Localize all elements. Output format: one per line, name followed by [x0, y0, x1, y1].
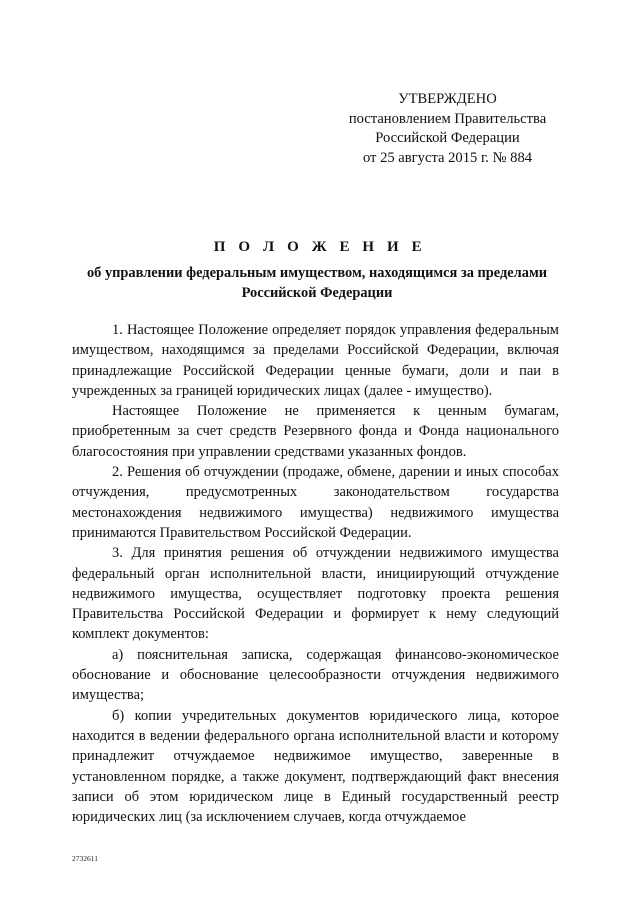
document-title: П О Л О Ж Е Н И Е	[213, 239, 427, 255]
approval-heading: УТВЕРЖДЕНО	[398, 91, 497, 107]
document-subtitle: об управлении федеральным имуществом, находящимся за пределами Российской Федерации	[86, 265, 548, 301]
approval-block	[335, 90, 560, 168]
paragraph-1: 1. Настоящее Положение определяет порядок управления федеральным имуществом, находящимся за пределами Российской Федерации, включая принадлежащие Российской Федерации ценные бумаги, доли и паи в учрежденных за границей юридических лицах (далее - имущество).	[72, 322, 559, 399]
approval-line-2: Российской Федерации	[375, 130, 520, 146]
paragraph-3a: а) пояснительная записка, содержащая финансово-экономическое обоснование и обоснование целесообразности отчуждения недвижимого имущества;	[72, 646, 559, 704]
paragraph-3b: б) копии учредительных документов юридического лица, которое находится в ведении федерального органа исполнительной власти и которому принадлежит отчуждаемое недвижимое имущество, заверенные в установленном порядке, а также документ, подтверждающий факт внесения записи об этом юридическом лице в Единый государственный реестр юридических лиц (за исключением случаев, когда отчуждаемое	[72, 707, 559, 826]
paragraph-3: 3. Для принятия решения об отчуждении недвижимого имущества федеральный орган исполнительной власти, инициирующий отчуждение недвижимого имущества, осуществляет подготовку проекта решения Правительства Российской Федерации и формирует к нему следующий комплект документов:	[72, 545, 559, 643]
document-body	[72, 320, 559, 827]
paragraph-1-note: Настоящее Положение не применяется к ценным бумагам, приобретенным за счет средств Резервного фонда и Фонда национального благосостояния при управлении средствами указанных фондов.	[72, 403, 559, 460]
paragraph-2: 2. Решения об отчуждении (продаже, обмене, дарении и иных способах отчуждения, предусмотренных законодательством государства местонахождения недвижимого имущества) недвижимого имущества принимаются Правительством Российской Федерации.	[72, 464, 559, 541]
approval-line-3: от 25 августа 2015 г. № 884	[362, 149, 533, 166]
approval-line-1: постановлением Правительства	[348, 110, 547, 127]
document-code: 2732611	[72, 854, 98, 863]
